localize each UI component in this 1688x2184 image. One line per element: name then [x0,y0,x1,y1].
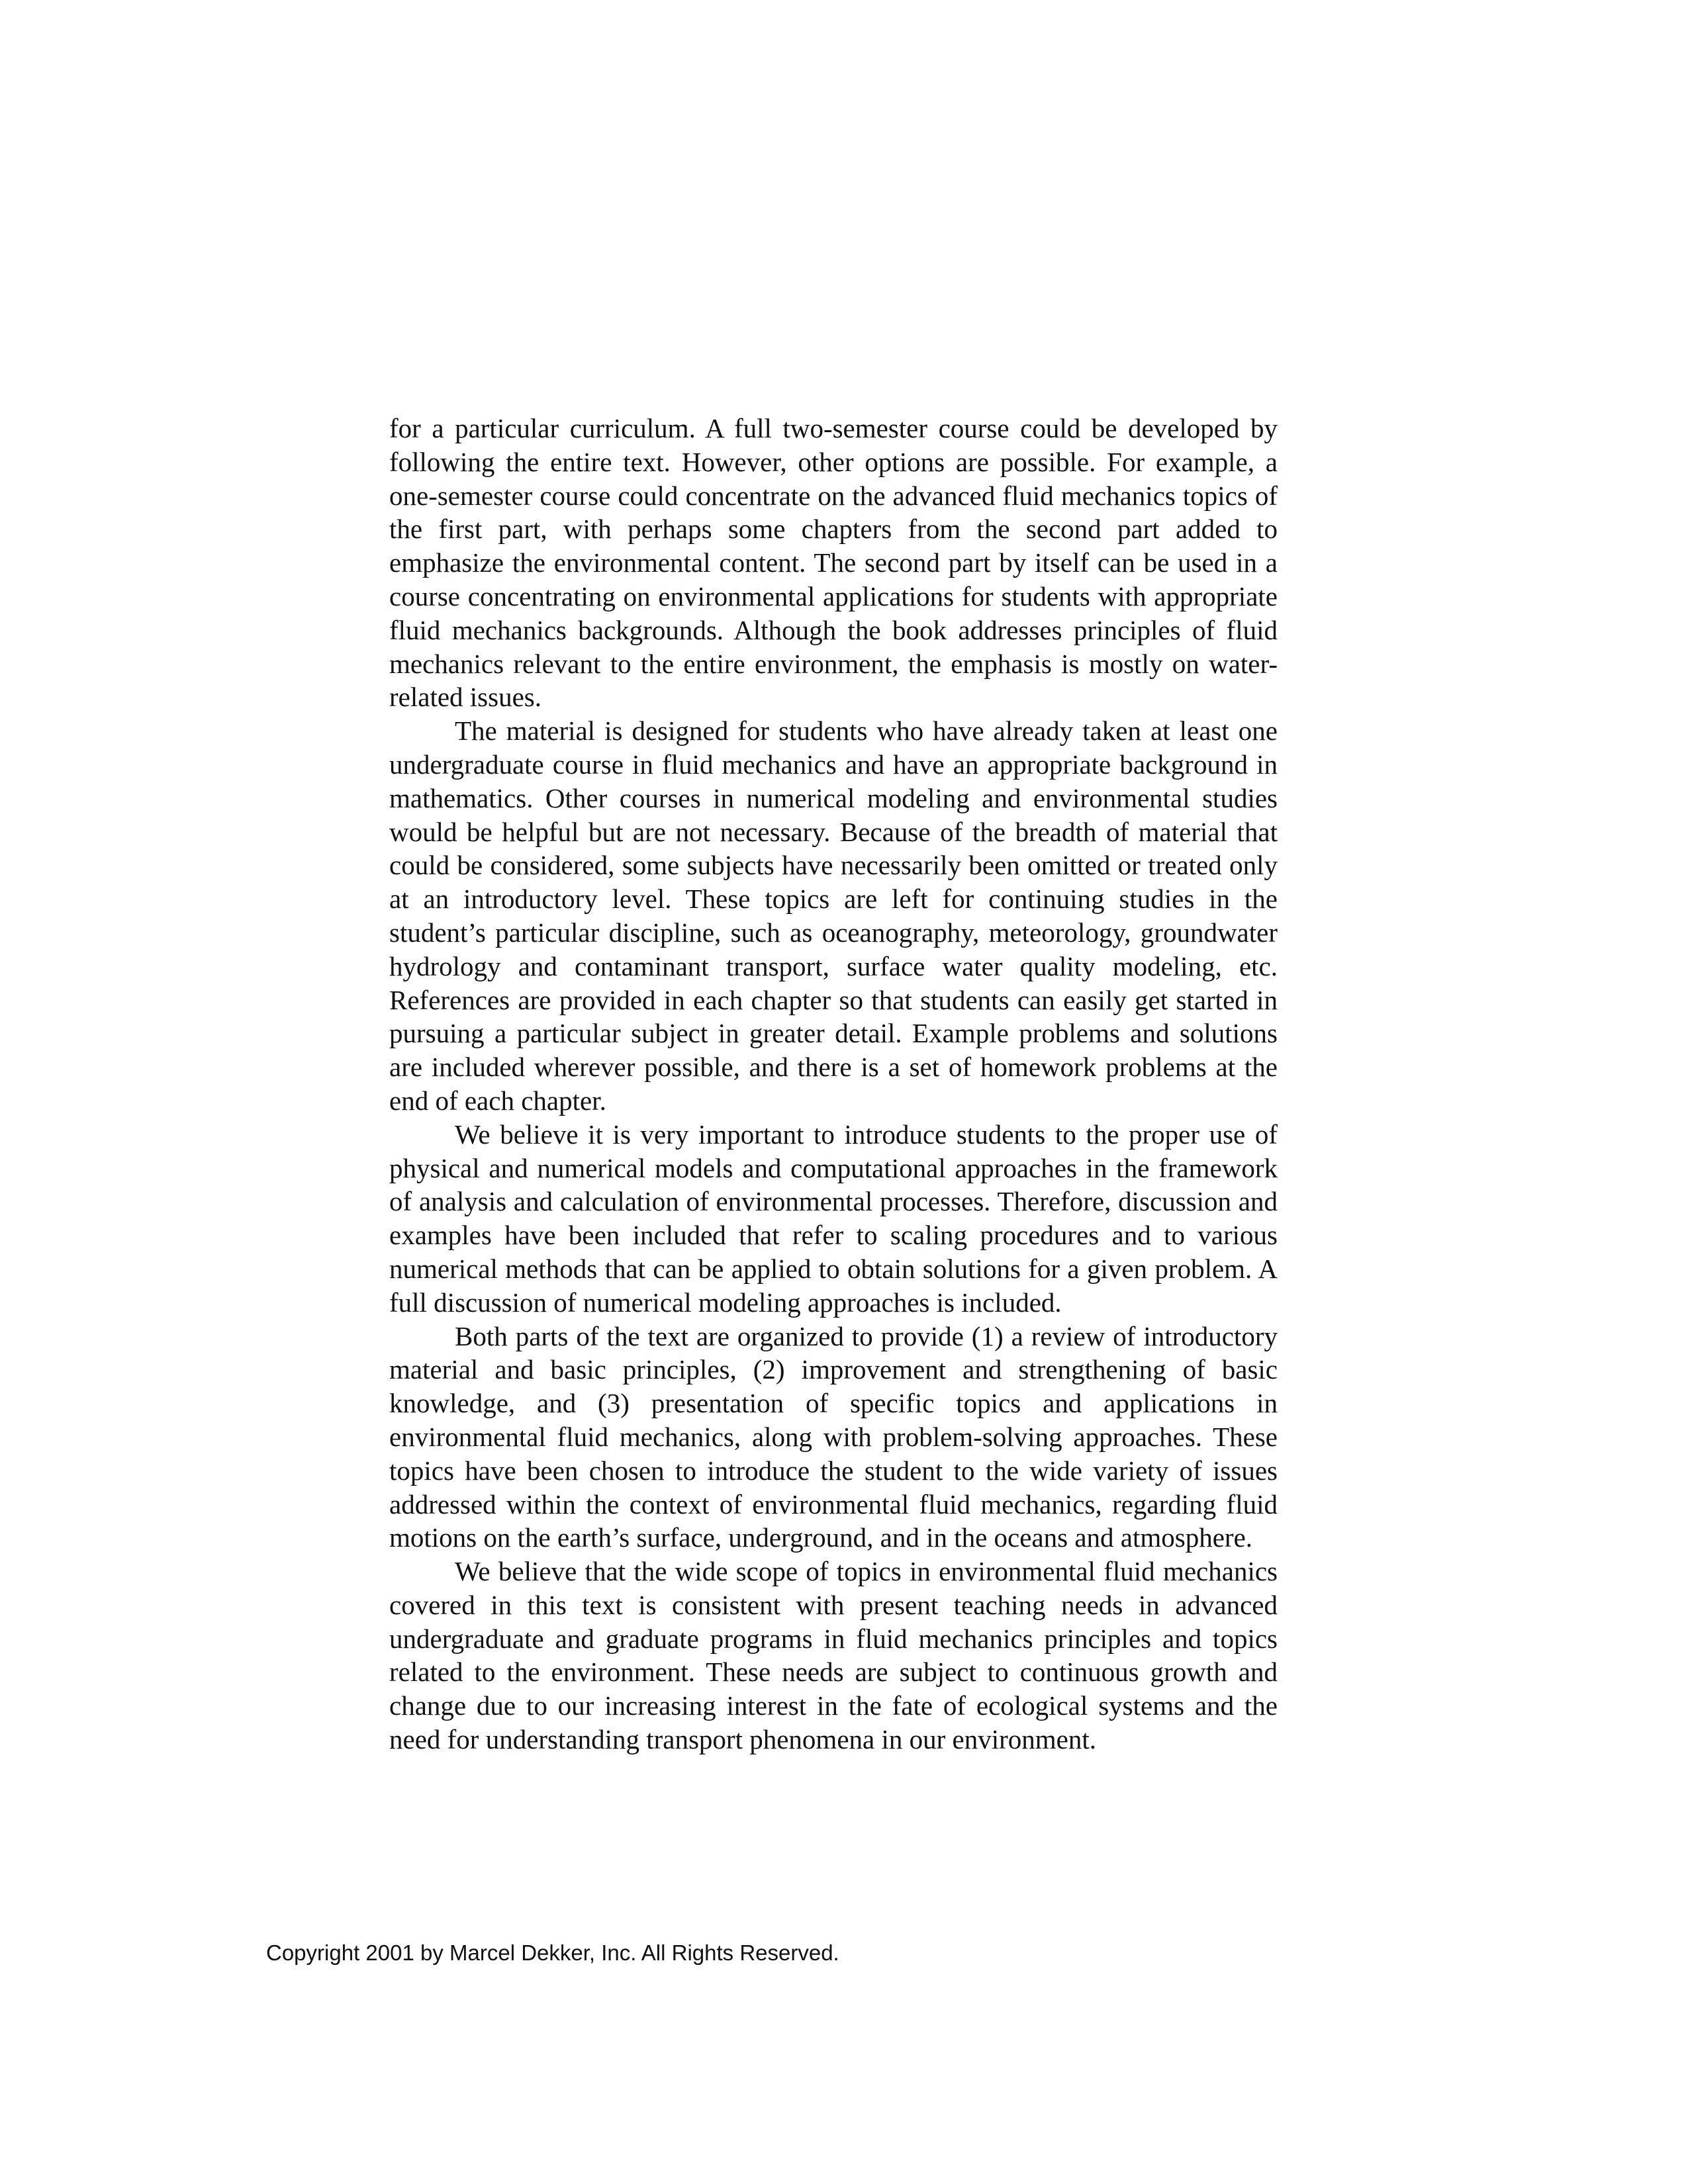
paragraph-numerical-models: We believe it is very important to introduce students to the proper use of physical and numerical models and computational approaches in the framework of analysis and calculation of environmental processes. Therefore, discussion and examples have been included that refer to scaling procedures and to various numerical methods that can be applied to obtain solutions for a given problem. A full discussion of numerical modeling approaches is included. [389,1118,1278,1318]
paragraph-continuation: for a particular curriculum. A full two-semester course could be developed by following the entire text. However, other options are possible. For example, a one-semester course could concentrate on the advanced fluid mechanics topics of the first part, with perhaps some chapters from the second part added to emphasize the environmental content. The second part by itself can be used in a course concentrating on environmental applications for students with appropriate fluid mechanics backgrounds. Although the book addresses principles of fluid mechanics relevant to the entire environment, the emphasis is mostly on water-related issues. [389,413,1278,713]
paragraph-course-prerequisites: The material is designed for students who have already taken at least one undergraduate course in fluid mechanics and have an appropriate background in mathematics. Other courses in numerical modeling and environmental studies would be helpful but are not necessary. Because of the breadth of material that could be considered, some subjects have necessarily been omitted or treated only at an introductory level. These topics are left for continuing studies in the student’s particular discipline, such as oceanography, meteorology, groundwater hydrology and contaminant transport, surface water quality modeling, etc. References are provided in each chapter so that students can easily get started in pursuing a particular subject in greater detail. Example problems and solutions are included wherever possible, and there is a set of homework problems at the end of each chapter. [389,715,1278,1116]
paragraph-scope-of-topics: We believe that the wide scope of topics in environmental fluid mechanics covered in this text is consistent with present teaching needs in advanced undergraduate and graduate programs in fluid mechanics principles and topics related to the environment. These needs are subject to continuous growth and change due to our increasing interest in the fate of ecological systems and the need for understanding transport phenomena in our environment. [389,1556,1278,1755]
body-text [389,412,1278,1756]
copyright-notice: Copyright 2001 by Marcel Dekker, Inc. All Rights Reserved. [266,1940,839,1965]
paragraph-text-organization: Both parts of the text are organized to provide (1) a review of introductory material and basic principles, (2) improvement and strengthening of basic knowledge, and (3) presentation of specific topics and applications in environmental fluid mechanics, along with problem-solving approaches. These topics have been chosen to introduce the student to the wide variety of issues addressed within the context of environmental fluid mechanics, regarding fluid motions on the earth’s surface, underground, and in the oceans and atmosphere. [389,1320,1278,1553]
